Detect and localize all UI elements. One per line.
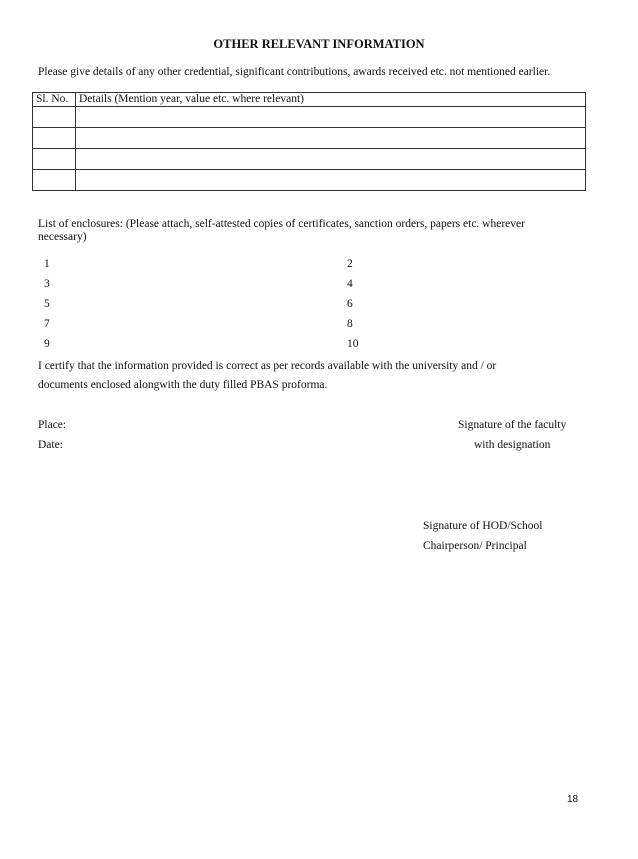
page-number: 18 [567, 794, 579, 805]
table-cell[interactable] [33, 107, 76, 128]
table-row [33, 107, 586, 128]
table-row [33, 149, 586, 170]
page-title: OTHER RELEVANT INFORMATION [213, 37, 425, 51]
enclosure-number: 3 [44, 278, 50, 290]
details-table [32, 92, 586, 191]
intro-text: Please give details of any other credential, significant contributions, awards received etc. not mentioned earlier. [38, 66, 551, 78]
enclosure-number: 2 [347, 258, 353, 270]
table-cell[interactable] [76, 170, 586, 191]
hod-signature-label: Signature of HOD/School [423, 520, 543, 532]
hod-chairperson-label: Chairperson/ Principal [423, 540, 527, 552]
enclosure-number: 5 [44, 298, 50, 310]
table-cell[interactable] [76, 107, 586, 128]
enclosure-number: 10 [347, 338, 359, 350]
enclosure-number: 4 [347, 278, 353, 290]
faculty-signature-label: Signature of the faculty [458, 419, 567, 431]
certification-line-1: I certify that the information provided is correct as per records available with the university and / or [38, 360, 497, 372]
enclosure-number: 7 [44, 318, 50, 330]
table-header-row [33, 93, 586, 107]
table-row [33, 170, 586, 191]
certification-line-2: documents enclosed alongwith the duty filled PBAS proforma. [38, 379, 328, 391]
table-cell[interactable] [33, 149, 76, 170]
faculty-designation-label: with designation [474, 439, 551, 451]
table-cell[interactable] [76, 149, 586, 170]
enclosure-number: 6 [347, 298, 353, 310]
enclosures-label: List of enclosures: (Please attach, self-attested copies of certificates, sanction orders, papers etc. wherever necessary) [38, 218, 525, 243]
header-details: Details (Mention year, value etc. where relevant) [76, 93, 586, 107]
enclosure-number: 8 [347, 318, 353, 330]
table-cell[interactable] [33, 170, 76, 191]
header-sl-no: Sl. No. [33, 93, 76, 107]
enclosure-number: 9 [44, 338, 50, 350]
table-cell[interactable] [33, 128, 76, 149]
date-label: Date: [38, 439, 63, 451]
table-cell[interactable] [76, 128, 586, 149]
enclosure-number: 1 [44, 258, 50, 270]
table-row [33, 128, 586, 149]
place-label: Place: [38, 419, 67, 431]
